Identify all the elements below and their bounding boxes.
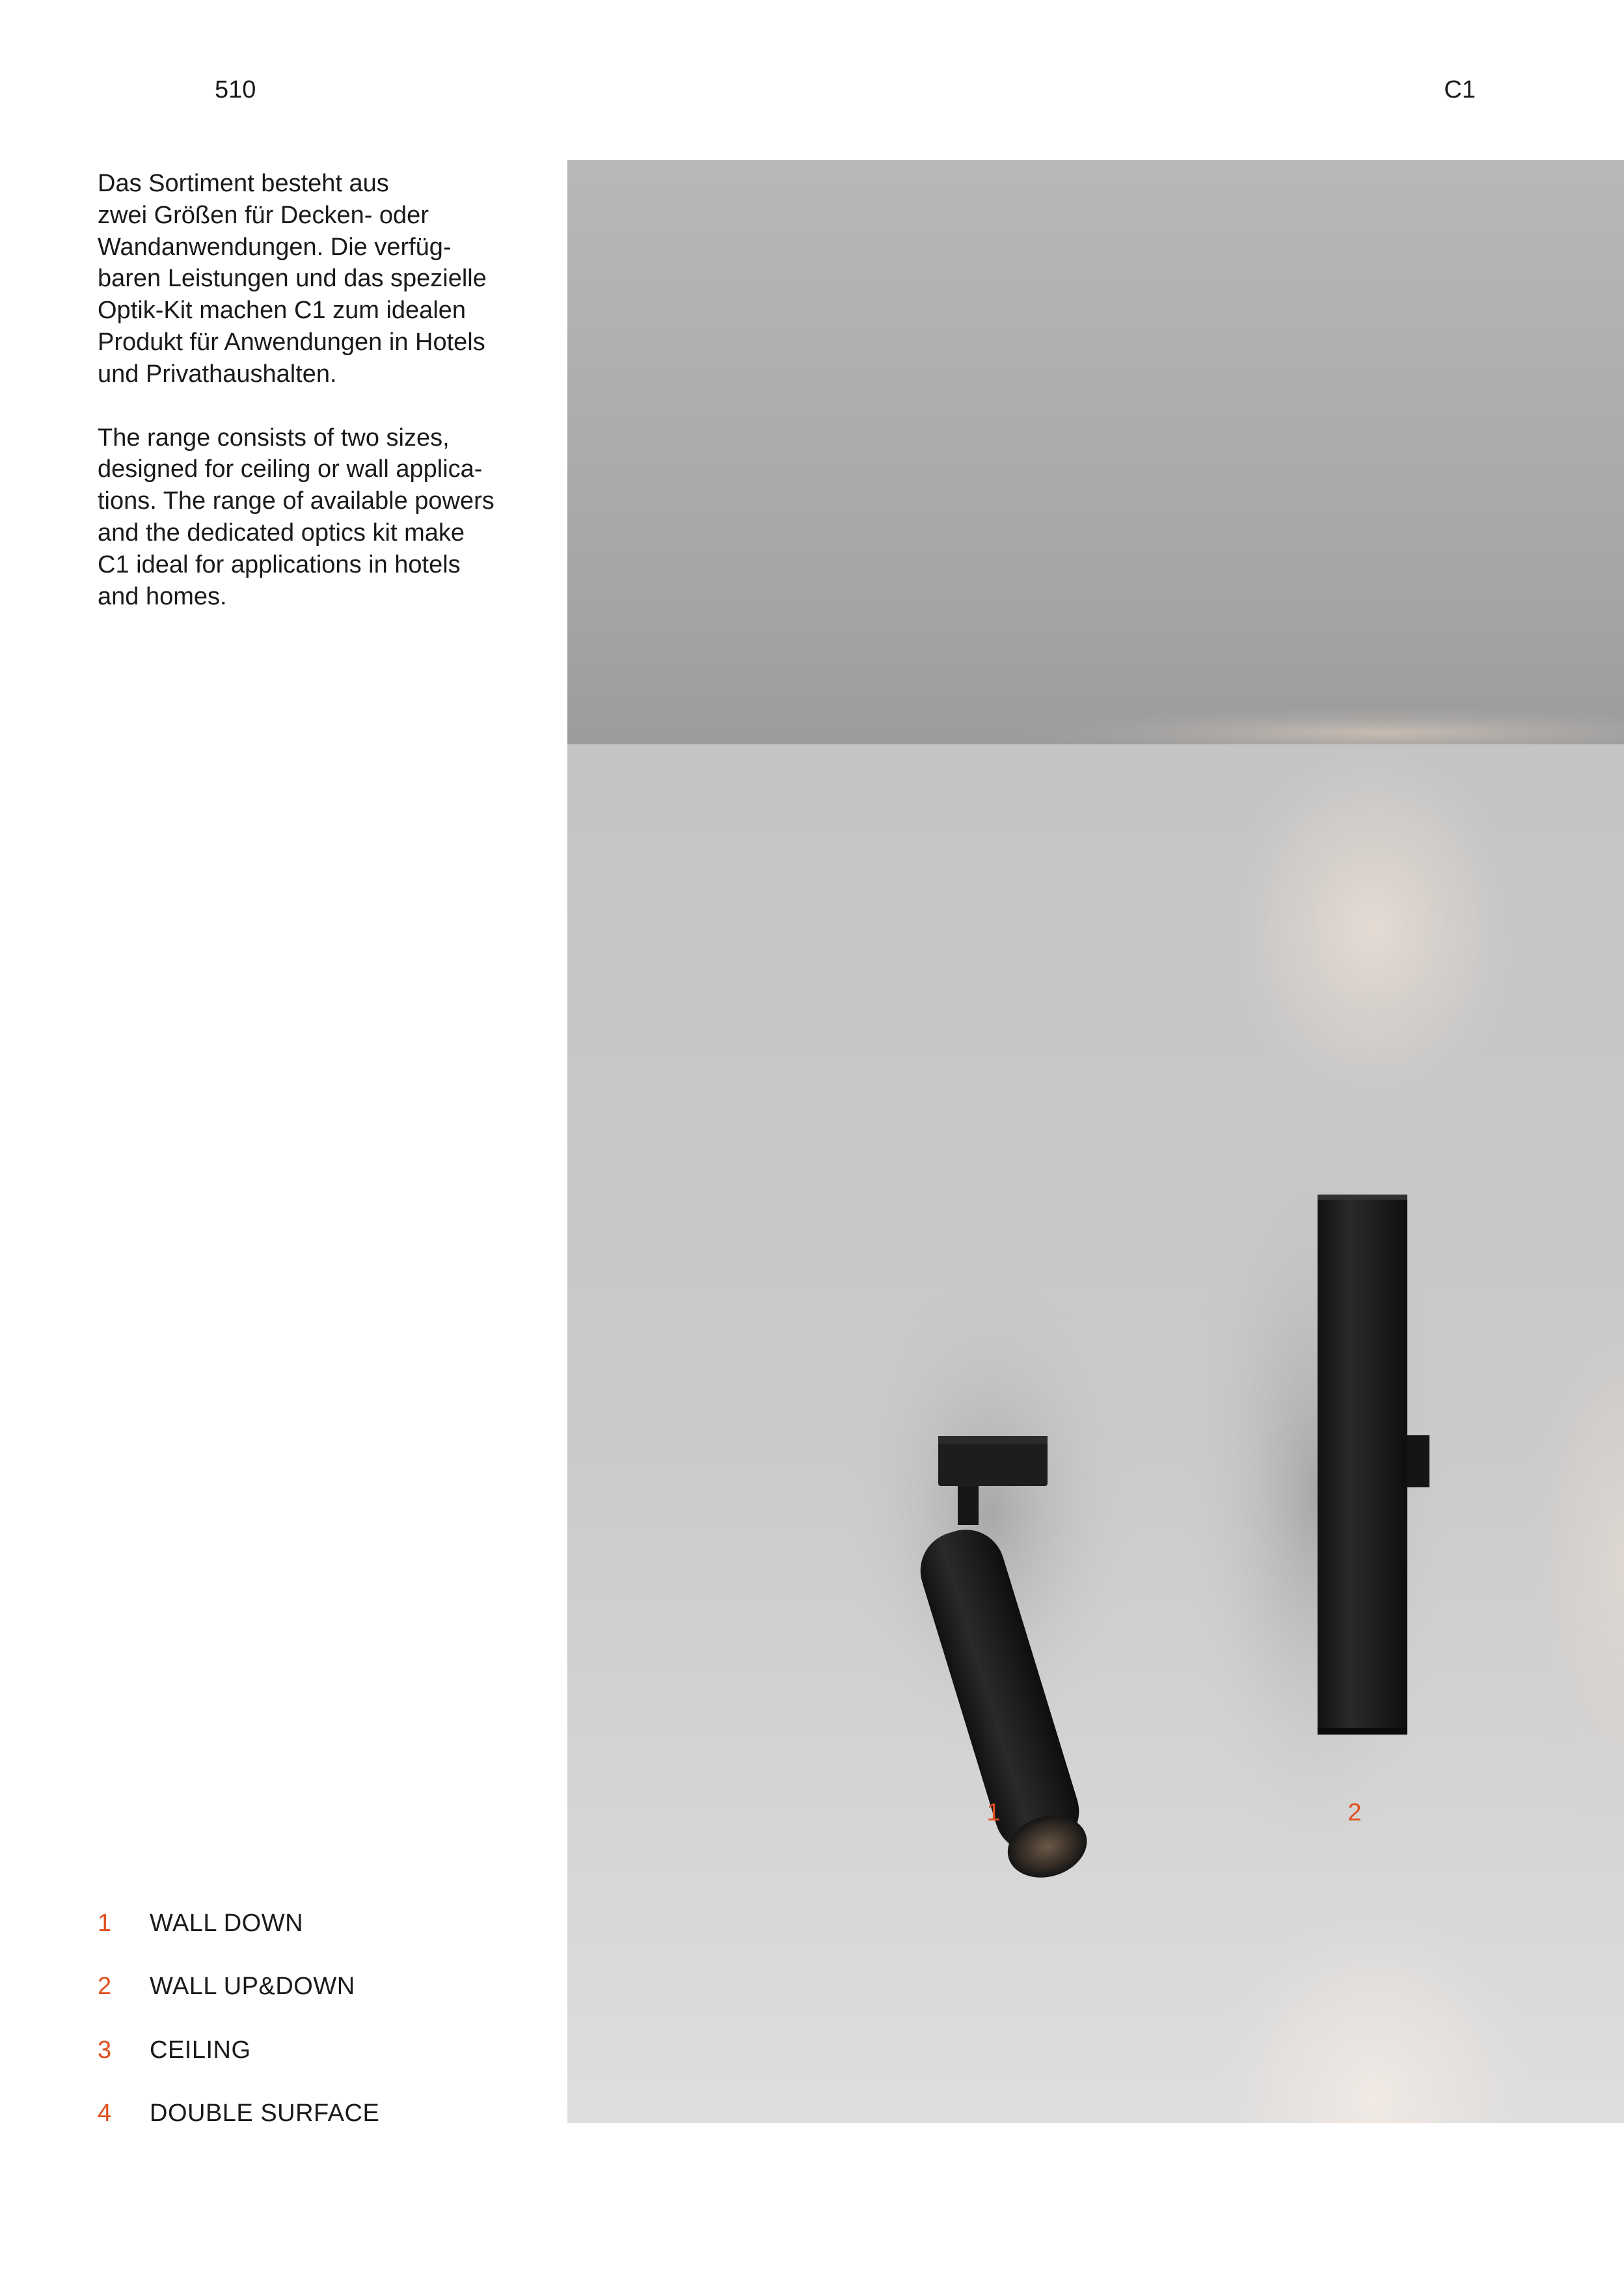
photo-marker-1: 1 <box>986 1799 1001 1826</box>
legend-label: WALL UP&DOWN <box>150 1973 355 2001</box>
variant-legend <box>98 1908 553 2161</box>
legend-number: 3 <box>98 2036 112 2064</box>
section-code: C1 <box>1444 76 1476 103</box>
page-number: 510 <box>215 76 256 103</box>
legend-label: CEILING <box>150 2036 251 2064</box>
intro-german-paragraph: Das Sortiment besteht aus zwei Größen für Decken- oder Wandanwendungen. Die verfüg- baren Leistungen und das spezielle Optik-Kit machen C1 zum idealen Produkt für Anwendungen in Hotels und Privathaushalten. <box>98 170 487 388</box>
legend-number: 1 <box>98 1910 112 1937</box>
intro-english-paragraph: The range consists of two sizes, designed for ceiling or wall applica- tions. The range of available powers and the dedicated optics kit make C1 ideal for applications in hotels and homes. <box>98 424 494 610</box>
legend-label: WALL DOWN <box>150 1910 304 1937</box>
legend-item <box>98 2035 553 2098</box>
legend-item <box>98 2098 553 2161</box>
intro-text-column <box>98 168 540 644</box>
legend-item <box>98 1908 553 1971</box>
fixture-1-stem <box>958 1486 979 1525</box>
photo-marker-2: 2 <box>1347 1799 1362 1826</box>
ceiling-surface <box>567 160 1624 744</box>
wall-light-glow-upper <box>1223 739 1522 1116</box>
legend-number: 4 <box>98 2099 112 2127</box>
legend-label: DOUBLE SURFACE <box>150 2099 380 2127</box>
legend-number: 2 <box>98 1973 112 2001</box>
fixture-2-body <box>1318 1195 1407 1735</box>
product-photo <box>567 160 1624 2123</box>
legend-item <box>98 1971 553 2034</box>
